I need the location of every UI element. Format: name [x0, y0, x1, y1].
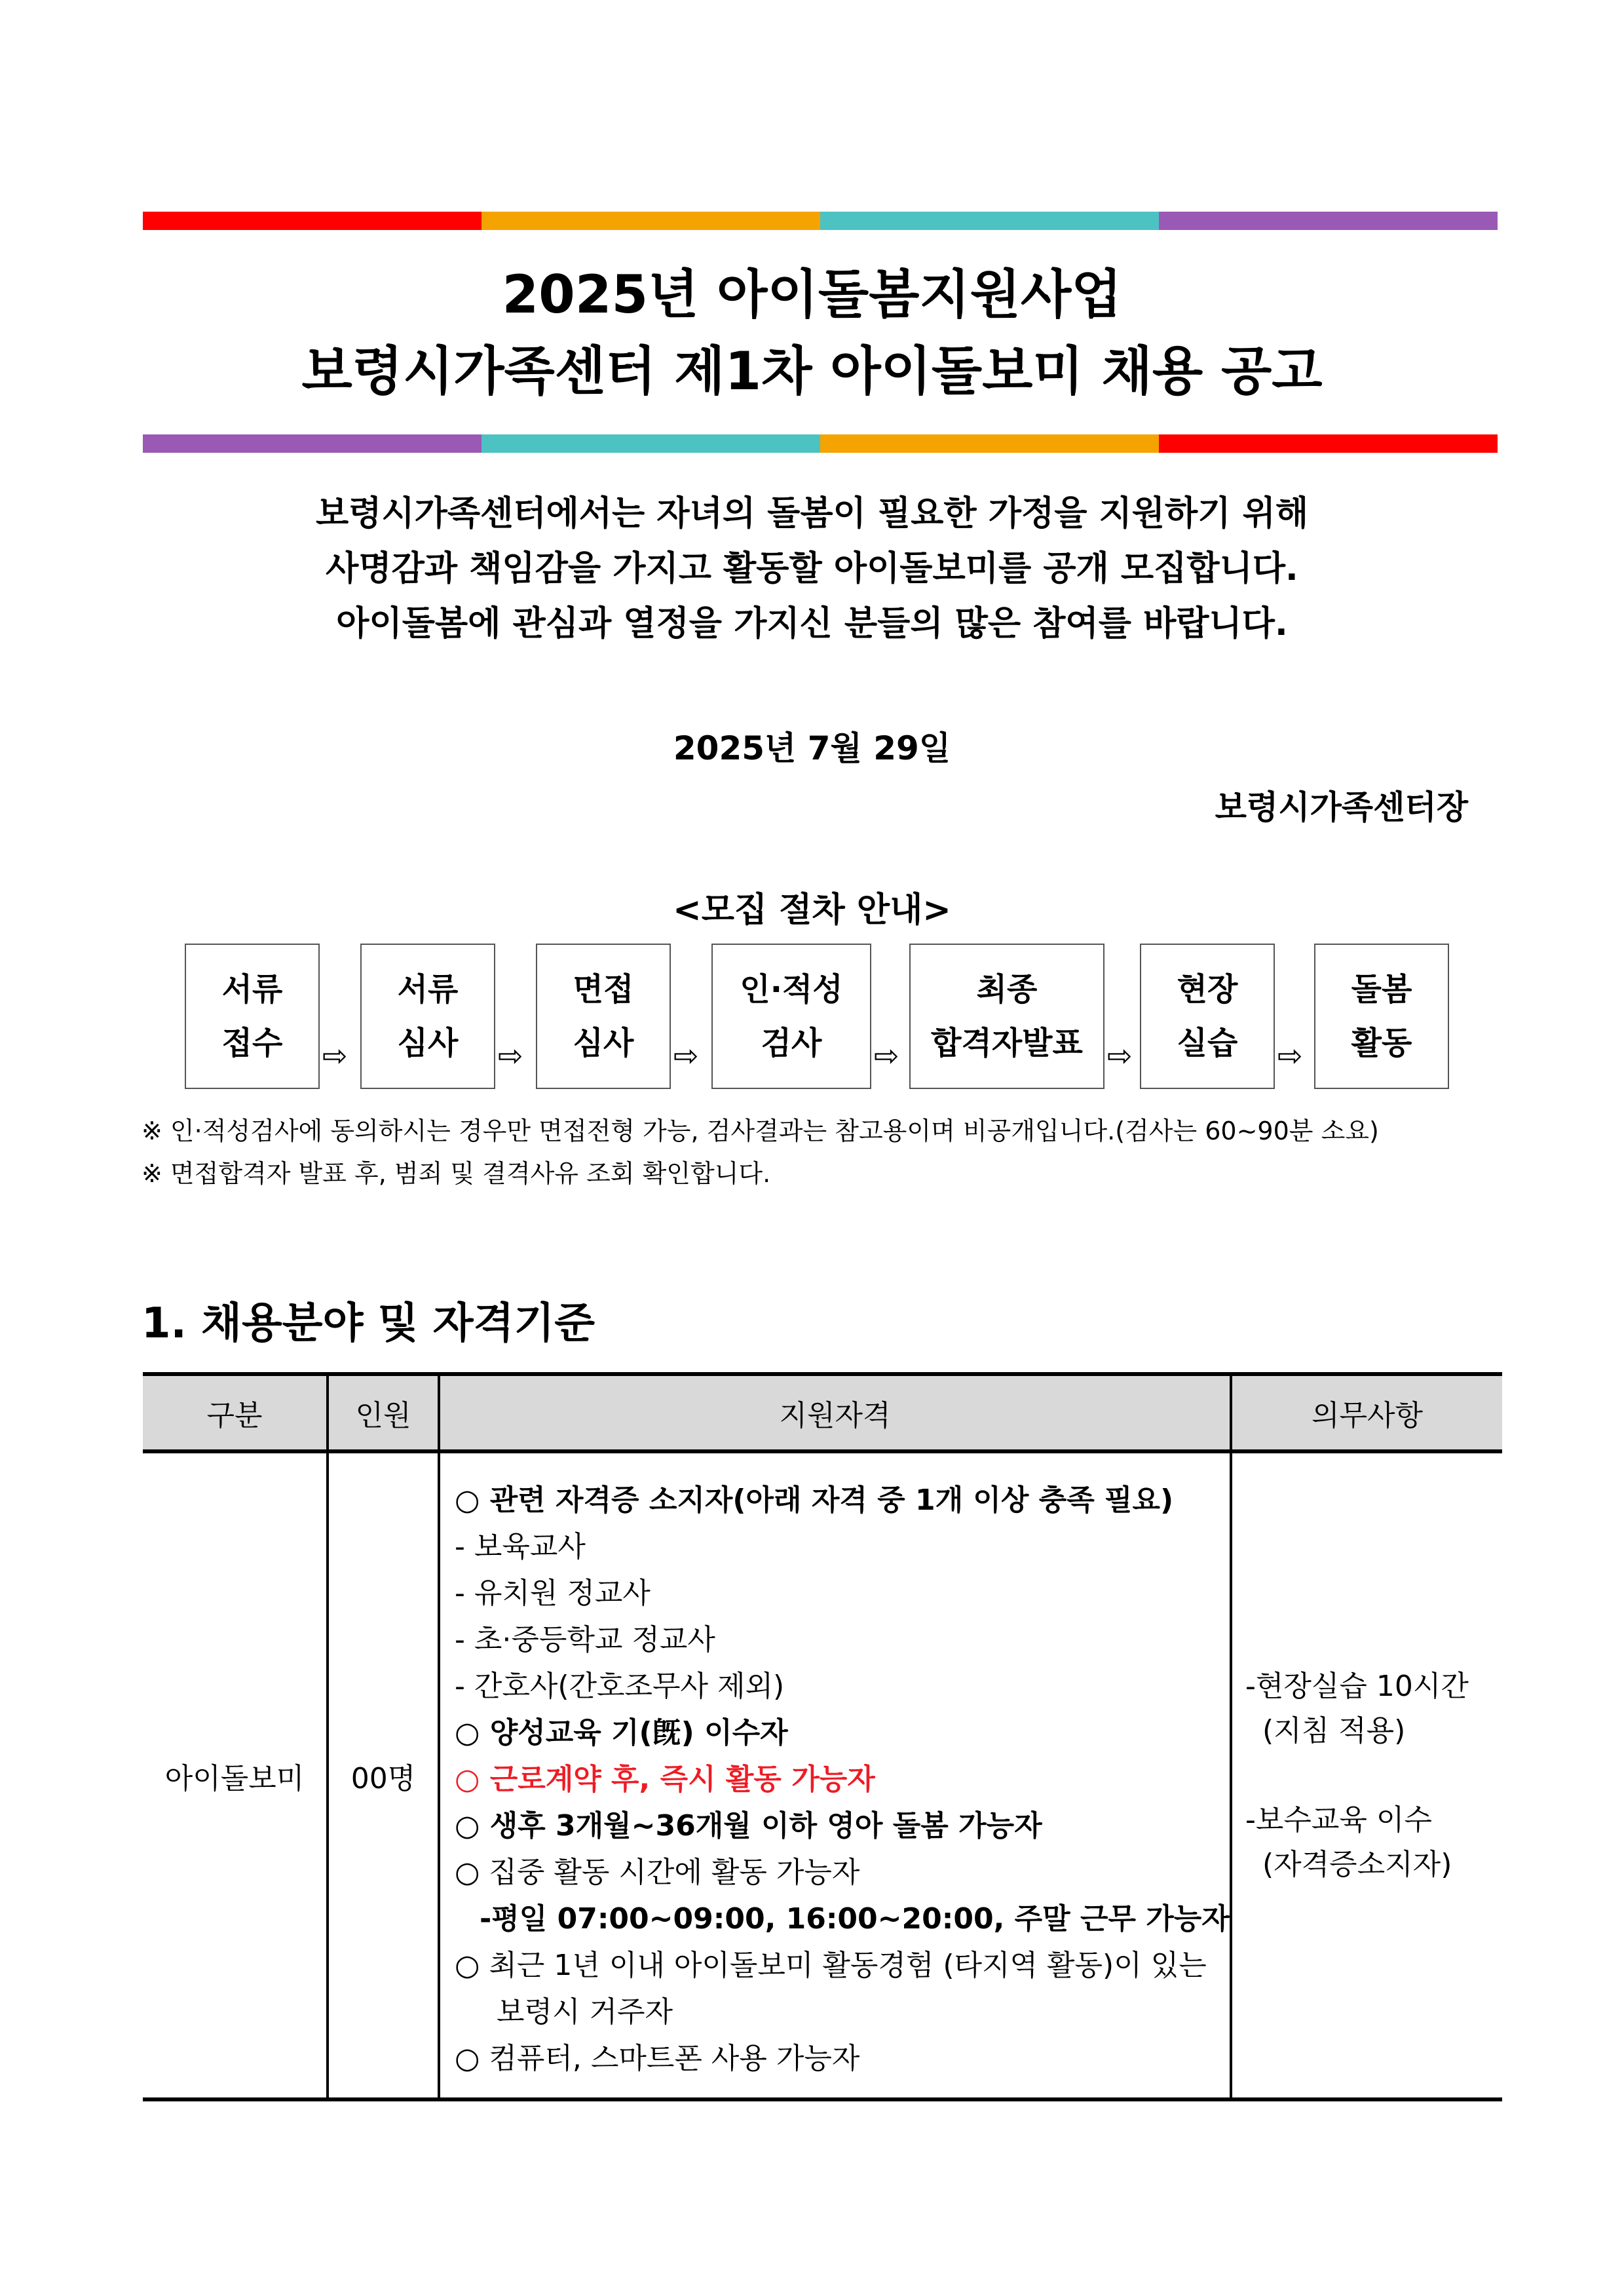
procedure-step — [1314, 944, 1449, 1089]
step-line2: 접수 — [221, 1025, 283, 1062]
qualification-item: ○ 관련 자격증 소지자(아래 자격 중 1개 이상 충족 필요) — [455, 1483, 1174, 1517]
duties-cell — [1231, 1451, 1502, 2099]
table-row — [143, 1451, 1502, 2099]
stripe-segment-orange — [820, 434, 1159, 453]
signer: 보령시가족센터장 — [1215, 788, 1468, 826]
step-line2: 합격자발표 — [931, 1025, 1083, 1062]
announcement-date: 2025년 7월 29일 — [673, 729, 951, 767]
procedure-title: <모집 절차 안내> — [673, 890, 951, 930]
step-line1: 서류 — [397, 971, 459, 1008]
procedure-step — [360, 944, 495, 1089]
step-line2: 활동 — [1351, 1025, 1412, 1062]
procedure-step — [909, 944, 1105, 1089]
intro-line1: 보령시가족센터에서는 자녀의 돌봄이 필요한 가정을 지원하기 위해 — [315, 494, 1309, 533]
qualification-item: - 유치원 정교사 — [455, 1577, 651, 1610]
duty-item: (지침 적용) — [1262, 1713, 1406, 1748]
intro-line3: 아이돌봄에 관심과 열정을 가지신 분들의 많은 참여를 바랍니다. — [336, 604, 1288, 643]
qualification-item: - 간호사(간호조무사 제외) — [455, 1670, 785, 1703]
step-line1: 돌봄 — [1351, 971, 1412, 1008]
qualification-item: -평일 07:00~09:00, 16:00~20:00, 주말 근무 가능자 — [480, 1902, 1230, 1936]
qualification-item: ○ 집중 활동 시간에 활동 가능자 — [455, 1856, 860, 1889]
section-title: 1. 채용분야 및 자격기준 — [142, 1299, 595, 1348]
table-header-row — [143, 1374, 1502, 1451]
column-header: 의무사항 — [1231, 1374, 1502, 1451]
step-line2: 검사 — [761, 1025, 822, 1062]
stripe-segment-teal — [482, 434, 820, 453]
qualification-item: 보령시 거주자 — [497, 1995, 673, 2029]
stripe-segment-orange — [482, 212, 820, 230]
qualification-item: ○ 최근 1년 이내 아이돌보미 활동경험 (타지역 활동)이 있는 — [455, 1949, 1207, 1982]
duty-item: -보수교육 이수 — [1245, 1803, 1432, 1837]
step-line2: 심사 — [397, 1025, 459, 1062]
count-cell: 00명 — [328, 1451, 439, 2099]
page-title-line1: 2025년 아이돌봄지원사업 — [502, 264, 1122, 325]
arrow-right-icon: ⇨ — [874, 1038, 899, 1073]
arrow-right-icon: ⇨ — [1107, 1038, 1133, 1073]
step-line1: 인·적성 — [740, 971, 843, 1008]
stripe-segment-purple — [143, 434, 482, 453]
stripe-segment-red — [143, 212, 482, 230]
qualification-item: ○ 생후 3개월~36개월 이하 영아 돌봄 가능자 — [455, 1809, 1042, 1843]
qualification-item: ○ 컴퓨터, 스마트폰 사용 가능자 — [455, 2042, 860, 2075]
qualification-item: ○ 양성교육 기(旣) 이수자 — [455, 1716, 788, 1750]
recruitment-table — [143, 1372, 1502, 2101]
category-cell: 아이돌보미 — [143, 1451, 328, 2099]
stripe-segment-red — [1159, 434, 1498, 453]
step-line2: 심사 — [573, 1025, 634, 1062]
step-line1: 면접 — [573, 971, 634, 1008]
step-line1: 서류 — [221, 971, 283, 1008]
step-line2: 실습 — [1177, 1025, 1238, 1062]
arrow-right-icon: ⇨ — [322, 1038, 348, 1073]
step-line1: 최종 — [976, 971, 1038, 1008]
step-line1: 현장 — [1177, 971, 1238, 1008]
procedure-note: ※ 면접합격자 발표 후, 범죄 및 결격사유 조회 확인합니다. — [142, 1159, 771, 1188]
qualifications-cell — [439, 1451, 1231, 2099]
procedure-note: ※ 인·적성검사에 동의하시는 경우만 면접전형 가능, 검사결과는 참고용이며 비공개입니다.(검사는 60~90분 소요) — [142, 1117, 1379, 1145]
stripe-segment-teal — [820, 212, 1159, 230]
duty-spacer — [1245, 1753, 1502, 1798]
column-header: 구분 — [143, 1374, 328, 1451]
duty-item: (자격증소지자) — [1262, 1847, 1452, 1881]
column-header: 인원 — [328, 1374, 439, 1451]
bottom-color-stripe — [143, 434, 1498, 453]
arrow-right-icon: ⇨ — [1277, 1038, 1303, 1073]
procedure-step — [536, 944, 671, 1089]
stripe-segment-purple — [1159, 212, 1498, 230]
column-header: 지원자격 — [439, 1374, 1231, 1451]
procedure-step — [185, 944, 320, 1089]
procedure-step — [1140, 944, 1275, 1089]
top-color-stripe — [143, 212, 1498, 230]
arrow-right-icon: ⇨ — [498, 1038, 523, 1073]
qualification-item: - 초·중등학교 정교사 — [455, 1623, 715, 1656]
procedure-step — [711, 944, 871, 1089]
arrow-right-icon: ⇨ — [673, 1038, 699, 1073]
page-title-line2: 보령시가족센터 제1차 아이돌보미 채용 공고 — [301, 341, 1323, 402]
qualification-item-highlight: ○ 근로계약 후, 즉시 활동 가능자 — [455, 1763, 875, 1796]
intro-line2: 사명감과 책임감을 가지고 활동할 아이돌보미를 공개 모집합니다. — [326, 549, 1298, 588]
qualification-item: - 보육교사 — [455, 1530, 586, 1563]
duty-item: -현장실습 10시간 — [1245, 1669, 1469, 1703]
